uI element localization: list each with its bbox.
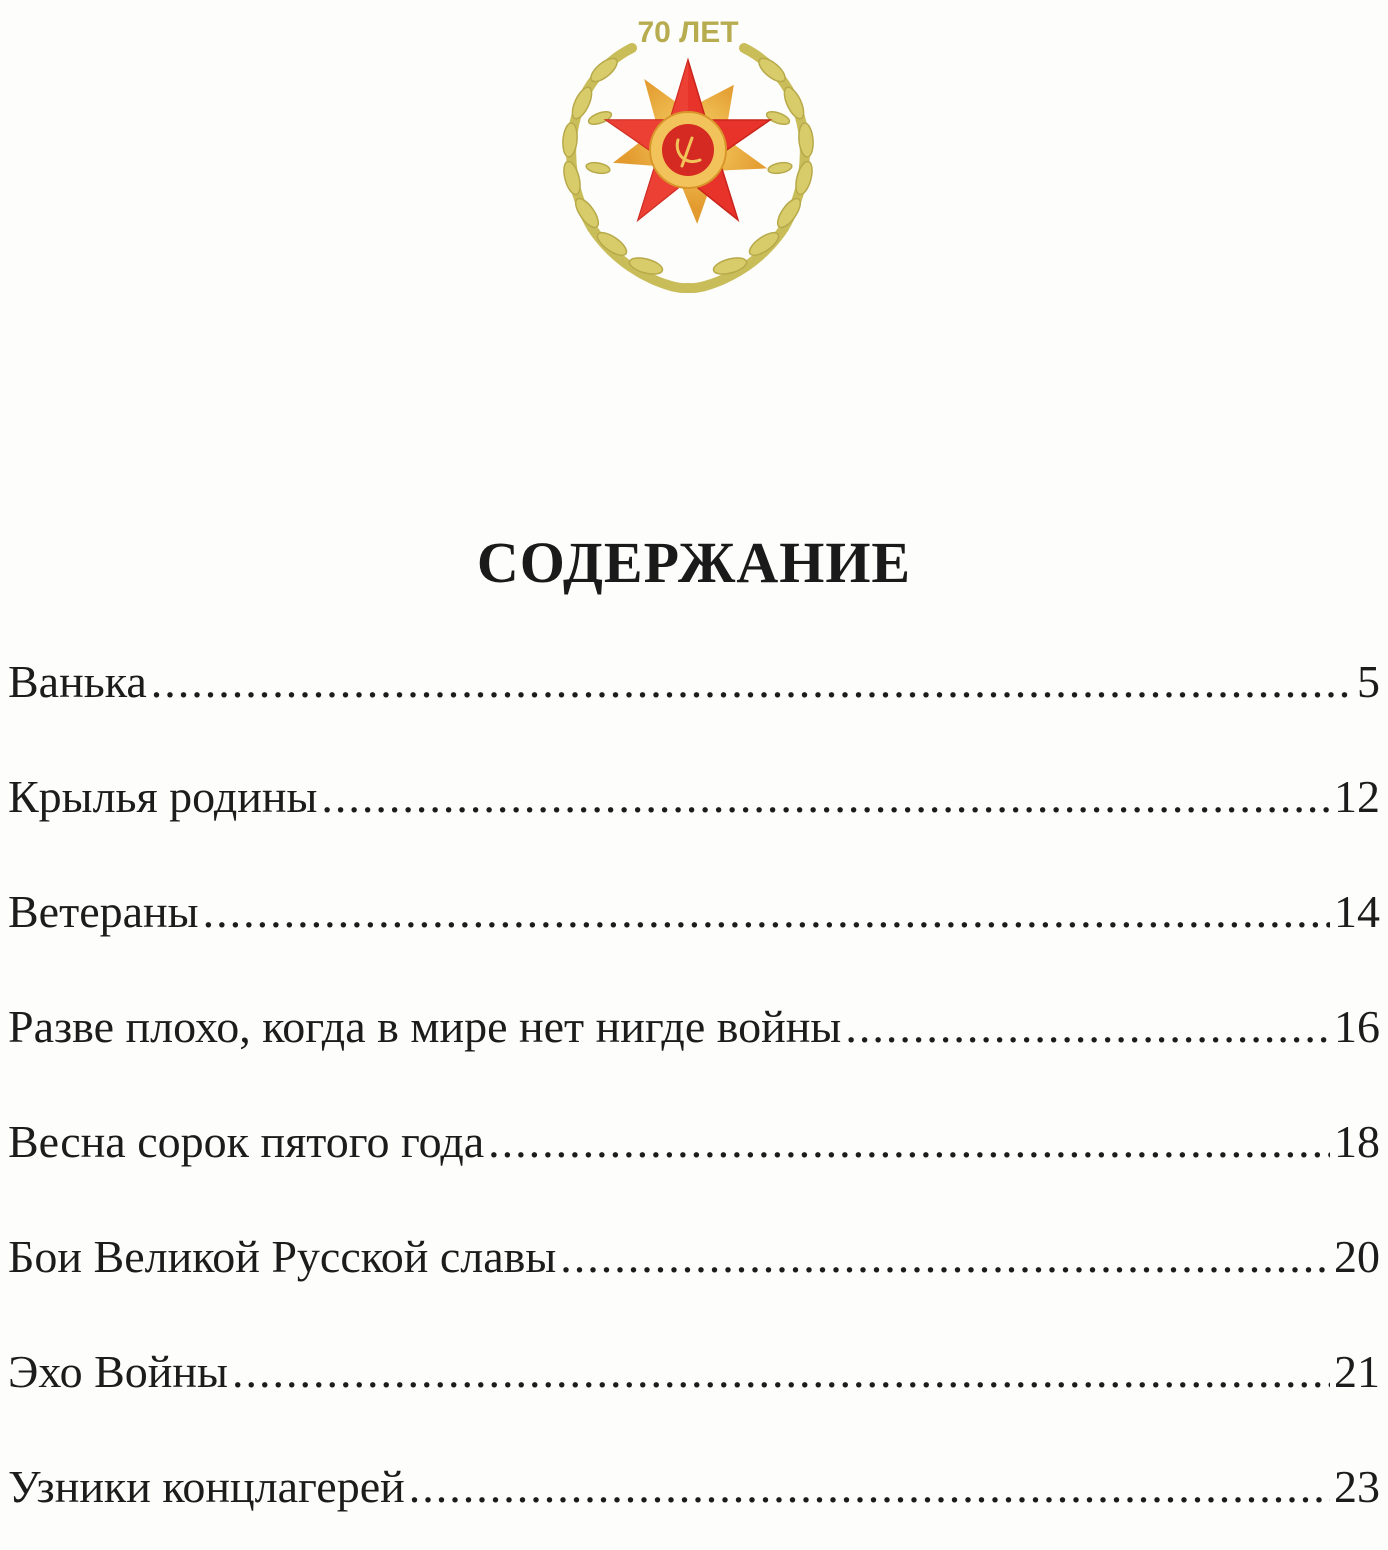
toc-entry[interactable] <box>8 652 1380 712</box>
toc-entry-page: 21 <box>1334 1346 1380 1397</box>
toc-entry-title: Разве плохо, когда в мире нет нигде войны <box>8 1001 842 1052</box>
dot-leader <box>321 767 1330 827</box>
dot-leader <box>151 652 1353 712</box>
toc-entry[interactable] <box>8 882 1380 942</box>
toc-entry[interactable] <box>8 1227 1380 1287</box>
toc-entry[interactable] <box>8 1112 1380 1172</box>
toc-entry-page: 20 <box>1334 1231 1380 1282</box>
toc-entry-title: Бои Великой Русской славы <box>8 1231 557 1282</box>
toc-entry-title: Весна сорок пятого года <box>8 1116 485 1167</box>
toc-entry-page: 12 <box>1334 771 1380 822</box>
dot-leader <box>409 1457 1330 1517</box>
toc-entry-page: 14 <box>1334 886 1380 937</box>
toc-entry-title: Ветераны <box>8 886 199 937</box>
dot-leader <box>560 1227 1330 1287</box>
page-title: СОДЕРЖАНИЕ <box>476 530 912 595</box>
toc-entry-title: Крылья родины <box>8 771 318 822</box>
dot-leader <box>232 1342 1330 1402</box>
table-of-contents <box>8 652 1380 1517</box>
toc-entry-title: Эхо Войны <box>8 1346 228 1397</box>
toc-entry-page: 5 <box>1357 656 1380 707</box>
toc-entry-title: Узники концлагерей <box>8 1461 405 1512</box>
toc-entry[interactable] <box>8 1457 1380 1517</box>
toc-entry[interactable] <box>8 767 1380 827</box>
toc-entry-page: 16 <box>1334 1001 1380 1052</box>
dot-leader <box>845 997 1330 1057</box>
toc-entry-page: 23 <box>1334 1461 1380 1512</box>
victory-70-emblem <box>542 8 834 293</box>
dot-leader <box>488 1112 1330 1172</box>
toc-entry-title: Ванька <box>8 656 147 707</box>
emblem-caption: 70 ЛЕТ <box>637 16 739 49</box>
toc-entry-page: 18 <box>1334 1116 1380 1167</box>
toc-entry[interactable] <box>8 997 1380 1057</box>
toc-entry[interactable] <box>8 1342 1380 1402</box>
dot-leader <box>203 882 1330 942</box>
